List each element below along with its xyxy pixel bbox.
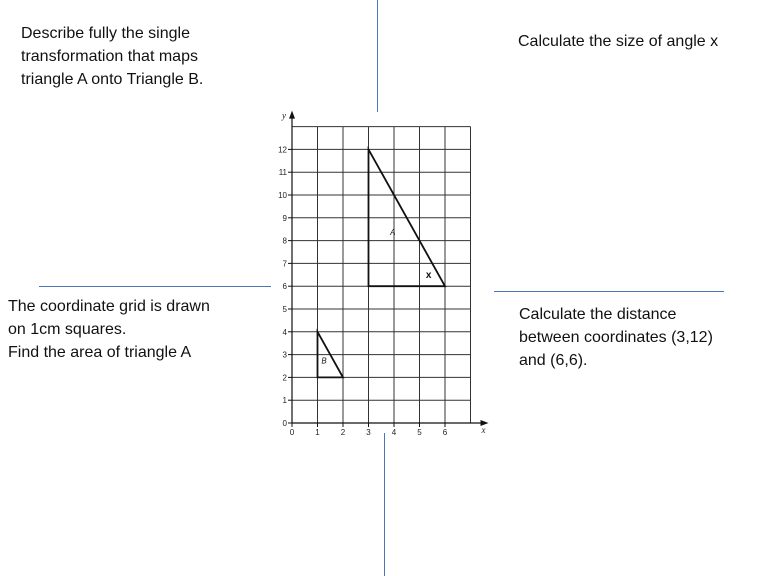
y-axis-arrow-icon: [289, 111, 295, 119]
triangle-a-label: A: [390, 227, 396, 237]
x-tick-label: 0: [289, 428, 295, 437]
y-tick-label: 9: [282, 213, 287, 223]
x-tick-label: 6: [442, 428, 448, 437]
y-tick-label: 5: [282, 305, 287, 314]
y-tick-label: 2: [282, 373, 287, 383]
x-tick-label: 5: [417, 428, 422, 437]
y-tick-label: 10: [278, 191, 287, 200]
y-tick-label: 3: [282, 350, 287, 360]
y-tick-label: 8: [282, 236, 287, 246]
x-tick-label: 1: [315, 428, 320, 437]
triangle-b-label: B: [321, 356, 327, 366]
y-tick-label: 1: [282, 396, 287, 406]
y-tick-label: 11: [278, 168, 287, 178]
y-tick-label: 0: [282, 419, 287, 428]
angle-x-label: x: [425, 270, 432, 282]
question-line: and (6,6).: [519, 352, 588, 369]
y-axis-label: y: [282, 110, 286, 121]
question-line: Describe fully the single: [21, 25, 190, 42]
y-tick-label: 7: [282, 259, 287, 269]
x-axis-label: x: [481, 425, 486, 435]
question-line: Find the area of triangle A: [8, 344, 192, 361]
question-line: transformation that maps: [21, 48, 198, 65]
question-line: between coordinates (3,12): [519, 329, 713, 346]
x-tick-label: 4: [391, 428, 397, 437]
question-line: on 1cm squares.: [8, 321, 127, 338]
question-line: triangle A onto Triangle B.: [21, 71, 204, 88]
y-tick-label: 12: [278, 145, 287, 155]
question-line: The coordinate grid is drawn: [8, 298, 210, 315]
x-tick-label: 3: [366, 428, 371, 437]
y-tick-label: 6: [282, 282, 287, 292]
question-line: Calculate the distance: [519, 306, 677, 323]
question-line: Calculate the size of angle x: [518, 33, 719, 50]
y-tick-label: 4: [282, 327, 287, 337]
x-tick-label: 2: [340, 428, 346, 437]
